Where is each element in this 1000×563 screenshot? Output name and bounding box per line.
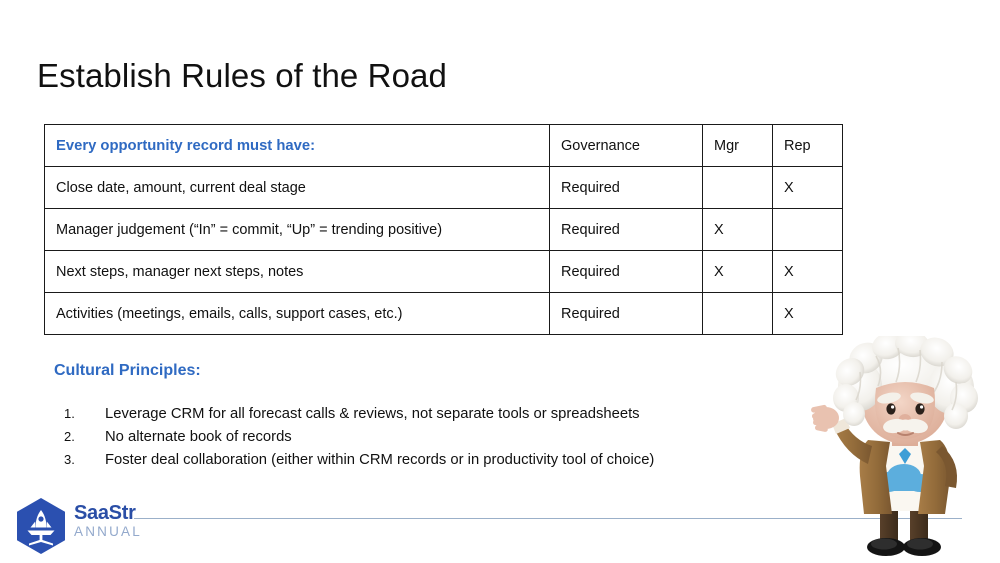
- table-row: [45, 251, 843, 293]
- table-header-row: [45, 125, 843, 167]
- list-item-number: 2.: [64, 429, 75, 444]
- cell-description: Next steps, manager next steps, notes: [45, 251, 550, 293]
- list-item-number: 3.: [64, 452, 75, 467]
- page-title: Establish Rules of the Road: [37, 57, 447, 94]
- table-header-governance: Governance: [550, 125, 703, 167]
- list-item-text: No alternate book of records: [105, 429, 292, 445]
- cell-mgr-mark: X: [703, 251, 773, 293]
- list-item: [64, 426, 654, 448]
- table-body: [45, 167, 843, 335]
- table-row: [45, 167, 843, 209]
- cultural-principles-list: [64, 403, 654, 472]
- list-item: [64, 403, 654, 425]
- logo-brand-text: SaaStr: [74, 502, 136, 524]
- saastr-annual-logo: [14, 497, 144, 555]
- cell-mgr-mark: [703, 167, 773, 209]
- cell-description: Activities (meetings, emails, calls, support cases, etc.): [45, 293, 550, 335]
- saastr-rocket-hexagon-icon: [14, 497, 68, 555]
- cell-rep-mark: X: [773, 293, 843, 335]
- list-item-text: Leverage CRM for all forecast calls & reviews, not separate tools or spreadsheets: [105, 406, 640, 422]
- list-item: [64, 449, 654, 471]
- cell-rep-mark: X: [773, 251, 843, 293]
- table-header-rep: Rep: [773, 125, 843, 167]
- table-header-description: Every opportunity record must have:: [45, 125, 550, 167]
- cell-governance: Required: [550, 251, 703, 293]
- cell-governance: Required: [550, 167, 703, 209]
- cell-description: Close date, amount, current deal stage: [45, 167, 550, 209]
- table-header-mgr: Mgr: [703, 125, 773, 167]
- cell-governance: Required: [550, 209, 703, 251]
- logo-subtitle-text: ANNUAL: [74, 524, 142, 539]
- cell-mgr-mark: X: [703, 209, 773, 251]
- cell-rep-mark: [773, 209, 843, 251]
- logo-wordmark: [74, 503, 142, 539]
- rules-table: [44, 124, 843, 335]
- cultural-principles-heading: Cultural Principles:: [54, 362, 201, 379]
- einstein-mascot: [806, 336, 1000, 563]
- table-row: [45, 293, 843, 335]
- cell-description: Manager judgement (“In” = commit, “Up” = trending positive): [45, 209, 550, 251]
- cell-rep-mark: X: [773, 167, 843, 209]
- list-item-number: 1.: [64, 406, 75, 421]
- cell-governance: Required: [550, 293, 703, 335]
- table-row: [45, 209, 843, 251]
- cell-mgr-mark: [703, 293, 773, 335]
- list-item-text: Foster deal collaboration (either within CRM records or in productivity tool of choice): [105, 452, 655, 468]
